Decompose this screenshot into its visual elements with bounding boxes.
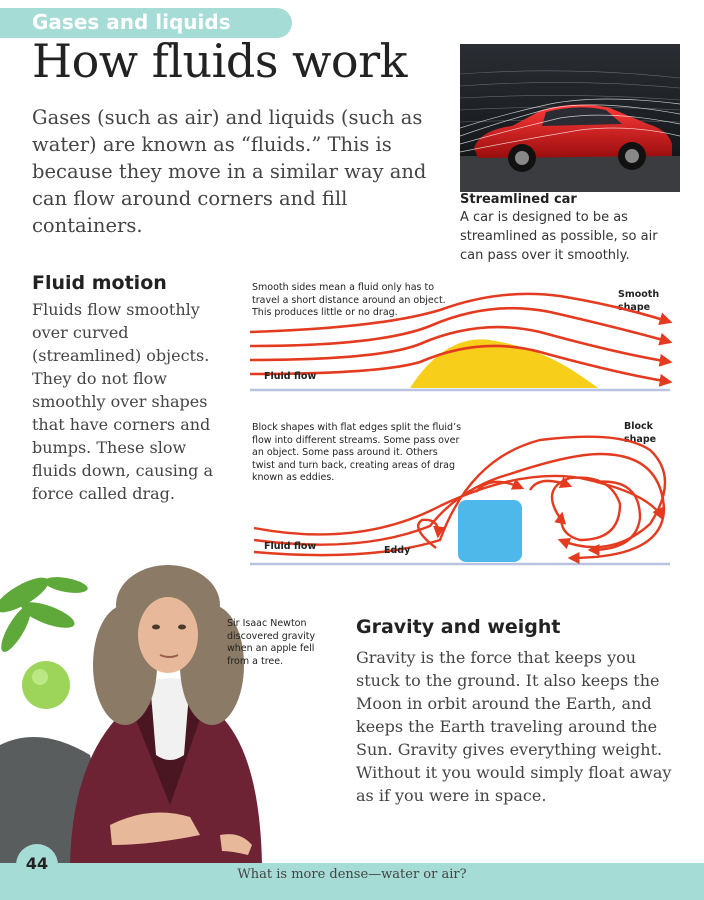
block-fluid-flow-label: Fluid flow	[264, 541, 317, 552]
face	[138, 597, 198, 673]
eddy-label: Eddy	[384, 545, 411, 556]
gravity-heading: Gravity and weight	[356, 616, 561, 638]
streamlined-car-photo	[460, 44, 680, 192]
fluid-motion-heading: Fluid motion	[32, 272, 167, 294]
isaac-newton-portrait	[0, 555, 300, 865]
block-shape-diagram	[250, 420, 684, 564]
smooth-fluid-flow-label: Fluid flow	[264, 371, 317, 382]
block-shape	[458, 500, 522, 562]
gravity-text: Gravity is the force that keeps you stuck to the ground. It also keeps the Moon in orbit around the Earth, and keeps the Earth traveling around the Sun. Gravity gives everything weight. Without it you would simply float away as if you were in space.	[356, 648, 672, 805]
car-caption-text: A car is designed to be as streamlined as possible, so air can pass over it smoothly.	[460, 210, 658, 263]
fluid-flow-diagrams	[240, 278, 700, 578]
block-diagram-note: Block shapes with flat edges split the fluid’s flow into different streams. Some pass over an object. Some pass around it. Others twist and turn back, creating areas of drag known as eddies.	[252, 422, 462, 483]
newton-caption: Sir Isaac Newton discovered gravity when an apple fell from a tree.	[227, 618, 316, 667]
smooth-diagram-note: Smooth sides mean a fluid only has to travel a short distance around an object. This produces little or no drag.	[252, 282, 446, 318]
page-number: 44	[25, 854, 49, 873]
apple	[22, 661, 70, 709]
car-caption-title: Streamlined car	[460, 192, 577, 207]
smooth-shape-diagram	[250, 282, 678, 390]
section-label: Gases and liquids	[32, 10, 231, 34]
block-shape-label: Block shape	[624, 421, 657, 445]
fluid-motion-text: Fluids flow smoothly over curved (streamlined) objects. They do not flow smoothly over shapes that have corners and bumps. These slow fluids down, causing a force called drag.	[32, 300, 213, 503]
leaves	[0, 571, 89, 655]
footer-question: What is more dense—water or air?	[237, 867, 467, 882]
intro-text: Gases (such as air) and liquids (such as water) are known as “fluids.” This is because they move in a similar way and can flow around corners and fill containers.	[32, 106, 427, 237]
page-title: How fluids work	[32, 34, 407, 88]
smooth-shape-label: Smooth shape	[618, 289, 660, 313]
